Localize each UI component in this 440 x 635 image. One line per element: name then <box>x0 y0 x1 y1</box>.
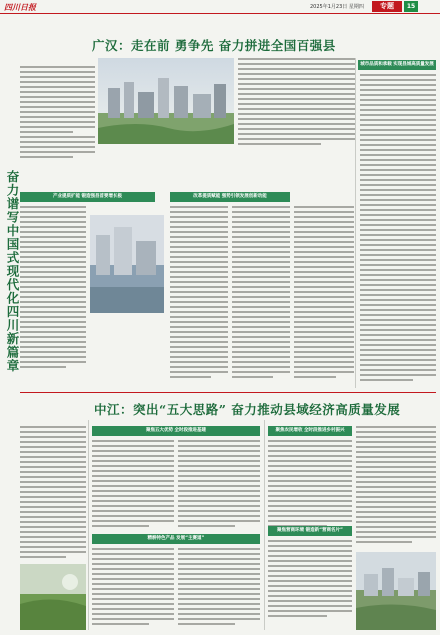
photo-guanghan-industry <box>90 215 164 313</box>
article-text-col-15 <box>356 426 436 546</box>
header-divider <box>0 13 440 14</box>
headline-guanghan: 广汉：走在前 勇争先 奋力拼进全国百强县 <box>92 38 336 53</box>
column-separator <box>264 420 265 630</box>
article-text-col-11 <box>92 548 174 628</box>
headline-zhongjiang: 中江：突出“五大思路” 奋力推动县域经济高质量发展 <box>94 402 401 417</box>
photo-guanghan-city <box>98 58 234 144</box>
subhead-zhongjiang-mid-top: 聚焦五大优势 全时段推进基建 <box>92 426 260 436</box>
article-text-col-5 <box>170 206 228 381</box>
article-text-col-14 <box>268 540 352 620</box>
subhead-zhongjiang-right-bottom: 聚焦营商环境 锻造新“营商名片” <box>268 526 352 536</box>
page-header <box>0 0 440 14</box>
column-separator <box>88 420 89 630</box>
article-text-col-3 <box>360 74 436 384</box>
article-text-col-7 <box>294 206 354 381</box>
article-text-col-2 <box>238 58 356 148</box>
subhead-guanghan-right: 城市品质和承载 实现县城高质量发展 <box>358 60 436 70</box>
article-text-col-4 <box>20 206 86 371</box>
article-text-col-1 <box>20 66 95 161</box>
page-number-badge: 15 <box>404 1 418 12</box>
subhead-zhongjiang-right-top: 聚焦农民增收 全时段推进乡村振兴 <box>268 426 352 436</box>
photo-zhongjiang-town <box>356 552 436 630</box>
subhead-zhongjiang-mid-bottom: 精耕特色产品 发展“主赛道” <box>92 534 260 544</box>
subhead-guanghan-left: 产业提质扩能 锻造强县首要增长极 <box>20 192 155 202</box>
article-text-col-13 <box>268 440 352 530</box>
photo-zhongjiang-farm <box>20 564 86 630</box>
section-badge: 专题 <box>372 1 402 12</box>
issue-date: 2025年1月23日 星期四 <box>310 4 364 10</box>
article-text-col-10 <box>178 440 260 530</box>
vertical-banner-text: 奋力谱写中国式现代化四川新篇章 <box>5 170 20 373</box>
article-divider <box>20 392 436 393</box>
article-text-col-8 <box>20 426 86 561</box>
article-text-col-9 <box>92 440 174 530</box>
masthead: 四川日报 <box>4 3 36 12</box>
subhead-guanghan-mid: 改革提质赋能 强势引领发展创新动能 <box>170 192 290 202</box>
vertical-banner <box>3 170 20 400</box>
article-text-col-12 <box>178 548 260 628</box>
article-text-col-6 <box>232 206 290 381</box>
column-separator <box>355 58 356 388</box>
